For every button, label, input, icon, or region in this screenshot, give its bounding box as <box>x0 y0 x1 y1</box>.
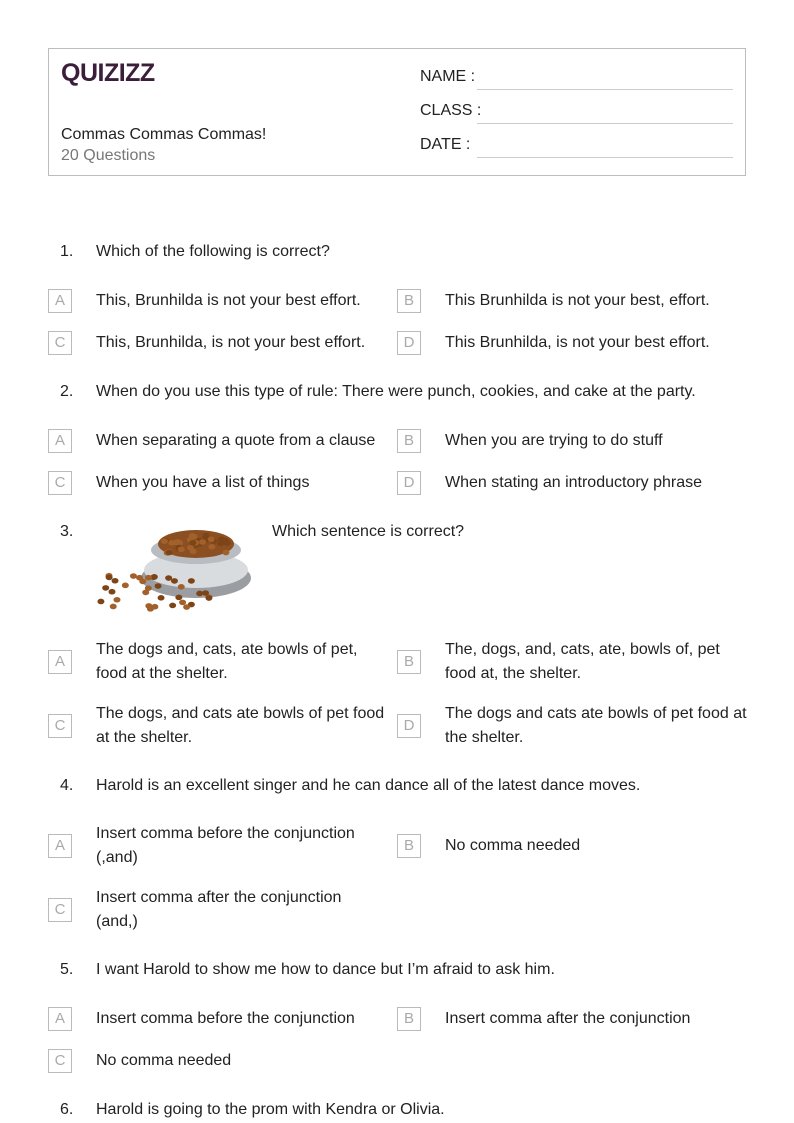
option-text: When stating an introductory phrase <box>445 474 703 491</box>
quizizz-logo: QUIZIZZ <box>61 59 155 87</box>
question-number: 5. <box>60 961 74 978</box>
option-text: This Brunhilda is not your best, effort. <box>445 292 710 309</box>
kibble-piece <box>191 534 198 540</box>
kibble-piece <box>165 575 172 581</box>
kibble-piece <box>171 578 178 584</box>
option-text: The dogs and, cats, ate bowls of pet, food at the shelter. <box>96 641 358 682</box>
question-number: 1. <box>60 243 74 260</box>
kibble-piece <box>190 549 197 555</box>
option-letter[interactable]: A <box>48 834 72 858</box>
date-label: DATE : <box>420 136 471 153</box>
kibble-piece <box>188 578 195 584</box>
question-count: 20 Questions <box>61 147 156 164</box>
kibble-piece <box>139 579 146 585</box>
kibble-piece <box>175 595 182 601</box>
name-field[interactable] <box>477 89 733 90</box>
option-text: When separating a quote from a clause <box>96 432 376 449</box>
kibble-piece <box>145 603 152 609</box>
option-letter[interactable]: C <box>48 898 72 922</box>
kibble-piece <box>199 539 206 545</box>
kibble-piece <box>142 590 149 596</box>
option-text: Insert comma after the conjunction (and,) <box>96 889 342 930</box>
question-number: 6. <box>60 1101 74 1118</box>
kibble-piece <box>208 537 215 543</box>
option-letter[interactable]: C <box>48 714 72 738</box>
option-letter[interactable]: C <box>48 471 72 495</box>
option-letter[interactable]: B <box>397 650 421 674</box>
kibble-piece <box>202 590 209 596</box>
option-letter[interactable]: A <box>48 289 72 313</box>
option-text: Insert comma before the conjunction <box>96 1010 355 1027</box>
option-text: When you have a list of things <box>96 474 310 491</box>
kibble-piece <box>179 600 186 606</box>
option-letter[interactable]: A <box>48 1007 72 1031</box>
option-letter[interactable]: D <box>397 331 421 355</box>
option-letter[interactable]: B <box>397 429 421 453</box>
question-text: Which of the following is correct? <box>96 243 330 260</box>
question-text: When do you use this type of rule: There were punch, cookies, and cake at the party. <box>96 383 696 400</box>
option-letter[interactable]: D <box>397 714 421 738</box>
option-text: Insert comma after the conjunction <box>445 1010 691 1027</box>
question-text: Harold is going to the prom with Kendra or Olivia. <box>96 1101 445 1118</box>
kibble-piece <box>122 583 129 589</box>
kibble-piece <box>102 585 109 591</box>
kibble-piece <box>145 575 152 581</box>
kibble-piece <box>183 604 190 610</box>
kibble-piece <box>178 547 185 553</box>
kibble-piece <box>106 575 113 581</box>
option-text: No comma needed <box>96 1052 232 1069</box>
kibble-piece <box>108 589 115 595</box>
kibble-piece <box>174 539 181 545</box>
kibble-piece <box>205 595 212 601</box>
option-text: Insert comma before the conjunction (,and) <box>96 825 355 866</box>
option-letter[interactable]: B <box>397 289 421 313</box>
option-letter[interactable]: D <box>397 471 421 495</box>
kibble-piece <box>112 578 119 584</box>
option-text: The dogs, and cats ate bowls of pet food at the shelter. <box>96 705 385 746</box>
option-letter[interactable]: B <box>397 1007 421 1031</box>
question-text: Harold is an excellent singer and he can dance all of the latest dance moves. <box>96 777 641 794</box>
pet-food-bowl-image <box>96 520 256 615</box>
kibble-piece <box>130 573 137 579</box>
kibble-piece <box>97 599 104 605</box>
kibble-piece <box>218 536 225 542</box>
kibble-piece <box>158 595 165 601</box>
kibble-piece <box>208 544 215 550</box>
option-letter[interactable]: A <box>48 429 72 453</box>
kibble-piece <box>110 604 117 610</box>
option-letter[interactable]: A <box>48 650 72 674</box>
kibble-piece <box>222 550 229 556</box>
kibble-piece <box>169 603 176 609</box>
option-letter[interactable]: C <box>48 331 72 355</box>
question-number: 3. <box>60 523 74 540</box>
option-text: No comma needed <box>445 837 581 854</box>
kibble-piece <box>113 597 120 603</box>
kibble-piece <box>178 584 185 590</box>
question-text: Which sentence is correct? <box>272 523 465 540</box>
option-text: This, Brunhilda is not your best effort. <box>96 292 361 309</box>
date-field[interactable] <box>477 157 733 158</box>
class-label: CLASS : <box>420 102 482 119</box>
name-label: NAME : <box>420 68 476 85</box>
worksheet-header <box>48 48 746 176</box>
option-text: This Brunhilda, is not your best effort. <box>445 334 710 351</box>
kibble-piece <box>161 538 168 544</box>
kibble-piece <box>155 583 162 589</box>
worksheet-title: Commas Commas Commas! <box>61 126 267 143</box>
option-text: The dogs and cats ate bowls of pet food at the shelter. <box>445 705 747 746</box>
kibble-piece <box>166 550 173 556</box>
class-field[interactable] <box>477 123 733 124</box>
question-number: 4. <box>60 777 74 794</box>
option-letter[interactable]: C <box>48 1049 72 1073</box>
question-number: 2. <box>60 383 74 400</box>
question-text: I want Harold to show me how to dance but I’m afraid to ask him. <box>96 961 555 978</box>
option-text: When you are trying to do stuff <box>445 432 663 449</box>
kibble-piece <box>189 540 196 546</box>
option-text: This, Brunhilda, is not your best effort. <box>96 334 366 351</box>
option-letter[interactable]: B <box>397 834 421 858</box>
option-text: The, dogs, and, cats, ate, bowls of, pet food at, the shelter. <box>445 641 720 682</box>
